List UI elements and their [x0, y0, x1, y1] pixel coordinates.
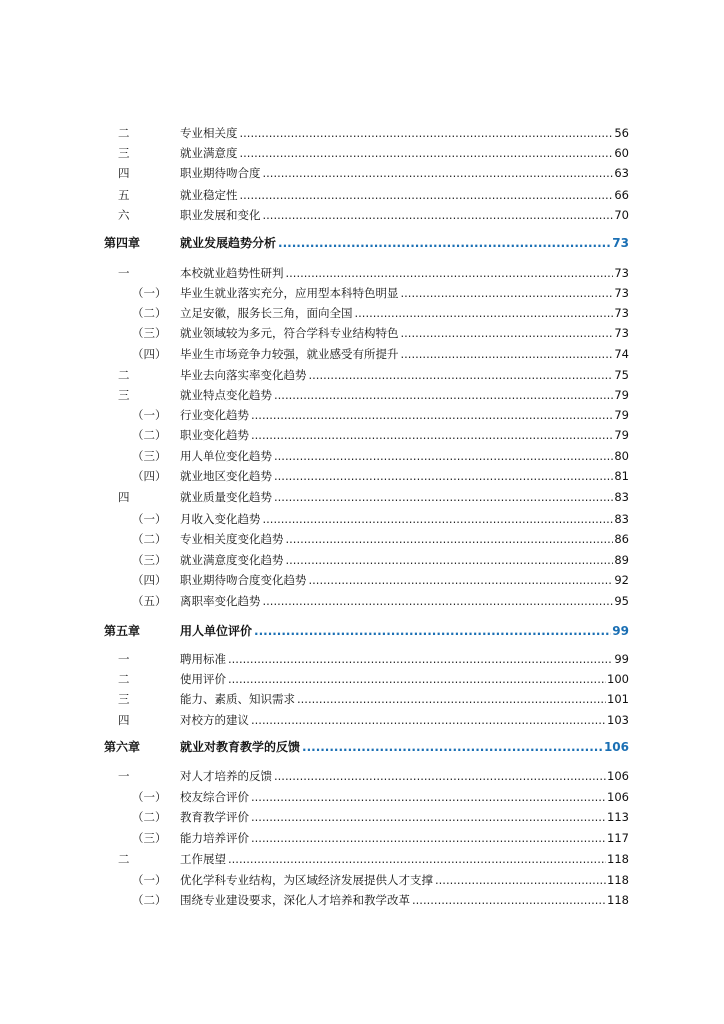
toc-page-number: 73 — [614, 326, 629, 340]
toc-page-number: 73 — [614, 286, 629, 300]
toc-entry[interactable] — [180, 551, 629, 569]
toc-title: 围绕专业建设要求，深化人才培养和教学改革 — [180, 893, 410, 907]
toc-page-number: 80 — [614, 449, 629, 463]
dot-leader — [302, 738, 603, 756]
toc-page-number: 101 — [607, 692, 629, 706]
toc-title: 就业特点变化趋势 — [180, 388, 272, 402]
toc-row[interactable] — [0, 767, 724, 785]
toc-entry[interactable] — [180, 366, 629, 384]
dot-leader — [251, 426, 613, 444]
toc-chapter-row[interactable] — [0, 622, 724, 640]
toc-title: 月收入变化趋势 — [180, 512, 261, 526]
dot-leader — [355, 304, 614, 322]
toc-title: 对人才培养的反馈 — [180, 769, 272, 783]
dot-leader — [251, 406, 613, 424]
toc-page-number: 74 — [614, 347, 629, 361]
toc-row[interactable] — [0, 206, 724, 224]
dot-leader — [286, 551, 614, 569]
toc-title: 对校方的建议 — [180, 713, 249, 727]
dot-leader — [251, 829, 606, 847]
toc-number: 五 — [118, 188, 130, 202]
toc-row[interactable] — [0, 829, 724, 847]
toc-page-number: 118 — [607, 893, 629, 907]
toc-entry[interactable] — [180, 829, 629, 847]
toc-row[interactable] — [0, 670, 724, 688]
toc-row[interactable] — [0, 345, 724, 363]
toc-title: 毕业生市场竞争力较强，就业感受有所提升 — [180, 347, 399, 361]
dot-leader — [286, 530, 614, 548]
toc-page-number: 56 — [614, 126, 629, 140]
dot-leader — [263, 206, 614, 224]
toc-chapter-row[interactable] — [0, 234, 724, 252]
toc-page-number: 75 — [614, 368, 629, 382]
toc-row[interactable] — [0, 788, 724, 806]
toc-number: 三 — [118, 146, 130, 160]
toc-row[interactable] — [0, 406, 724, 424]
toc-title: 毕业去向落实率变化趋势 — [180, 368, 307, 382]
toc-page-number: 70 — [614, 208, 629, 222]
toc-row[interactable] — [0, 711, 724, 729]
toc-number: （三） — [132, 553, 167, 567]
toc-entry[interactable] — [180, 891, 629, 909]
toc-number: （二） — [132, 428, 167, 442]
toc-title: 能力培养评价 — [180, 831, 249, 845]
toc-number: （四） — [132, 573, 167, 587]
toc-row[interactable] — [0, 447, 724, 465]
dot-leader — [309, 366, 614, 384]
toc-entry[interactable] — [180, 510, 629, 528]
toc-number: 六 — [118, 208, 130, 222]
toc-page-number: 63 — [614, 166, 629, 180]
toc-row[interactable] — [0, 324, 724, 342]
toc-number: 三 — [118, 692, 130, 706]
toc-row[interactable] — [0, 551, 724, 569]
toc-row[interactable] — [0, 650, 724, 668]
toc-entry[interactable] — [180, 592, 629, 610]
toc-title: 就业领域较为多元，符合学科专业结构特色 — [180, 326, 399, 340]
toc-row[interactable] — [0, 891, 724, 909]
toc-entry[interactable] — [180, 144, 629, 162]
toc-entry[interactable] — [180, 164, 629, 182]
toc-entry[interactable] — [180, 206, 629, 224]
toc-row[interactable] — [0, 284, 724, 302]
toc-page-number: 86 — [614, 532, 629, 546]
toc-row[interactable] — [0, 264, 724, 282]
dot-leader — [240, 186, 614, 204]
toc-entry[interactable] — [180, 690, 629, 708]
dot-leader — [240, 124, 614, 142]
toc-number: （二） — [132, 893, 167, 907]
toc-chapter-row[interactable] — [0, 738, 724, 756]
toc-number: （二） — [132, 810, 167, 824]
toc-entry[interactable] — [180, 234, 629, 252]
toc-entry[interactable] — [180, 264, 629, 282]
toc-entry[interactable] — [180, 808, 629, 826]
dot-leader — [228, 670, 606, 688]
dot-leader — [401, 345, 614, 363]
toc-page-number: 66 — [614, 188, 629, 202]
toc-number: 三 — [118, 388, 130, 402]
toc-title: 本校就业趋势性研判 — [180, 266, 284, 280]
toc-row[interactable] — [0, 571, 724, 589]
toc-title: 使用评价 — [180, 672, 226, 686]
toc-entry[interactable] — [180, 467, 629, 485]
toc-number: （一） — [132, 512, 167, 526]
toc-page-number: 100 — [607, 672, 629, 686]
toc-number: 二 — [118, 126, 130, 140]
toc-number: （三） — [132, 449, 167, 463]
toc-row[interactable] — [0, 808, 724, 826]
toc-number: 一 — [118, 652, 130, 666]
toc-title: 用人单位变化趋势 — [180, 449, 272, 463]
dot-leader — [274, 467, 613, 485]
dot-leader — [286, 264, 614, 282]
toc-page-number: 95 — [614, 594, 629, 608]
toc-row[interactable] — [0, 304, 724, 322]
toc-row[interactable] — [0, 124, 724, 142]
toc-page-number: 79 — [614, 428, 629, 442]
toc-title: 就业稳定性 — [180, 188, 238, 202]
dot-leader — [240, 144, 614, 162]
toc-entry[interactable] — [180, 304, 629, 322]
toc-number: （四） — [132, 347, 167, 361]
toc-title: 职业期待吻合度变化趋势 — [180, 573, 307, 587]
toc-number: （四） — [132, 469, 167, 483]
dot-leader — [254, 622, 611, 640]
toc-entry[interactable] — [180, 406, 629, 424]
toc-title: 工作展望 — [180, 852, 226, 866]
toc-entry[interactable] — [180, 345, 629, 363]
toc-page-number: 73 — [612, 236, 629, 250]
toc-page-number: 89 — [614, 553, 629, 567]
toc-row[interactable] — [0, 488, 724, 506]
toc-number: 一 — [118, 266, 130, 280]
toc-page-number: 92 — [614, 573, 629, 587]
toc-page-number: 73 — [614, 306, 629, 320]
toc-number: 第五章 — [104, 624, 141, 638]
toc-row[interactable] — [0, 871, 724, 889]
dot-leader — [274, 447, 613, 465]
dot-leader — [278, 234, 611, 252]
toc-title: 就业质量变化趋势 — [180, 490, 272, 504]
toc-page-number: 81 — [614, 469, 629, 483]
toc-number: （二） — [132, 306, 167, 320]
toc-page-number: 79 — [614, 388, 629, 402]
dot-leader — [263, 164, 614, 182]
toc-page-number: 113 — [607, 810, 629, 824]
toc-title: 就业发展趋势分析 — [180, 236, 277, 250]
dot-leader — [401, 284, 614, 302]
toc-page-number: 99 — [614, 652, 629, 666]
toc-number: 二 — [118, 672, 130, 686]
dot-leader — [274, 767, 606, 785]
toc-page-number: 60 — [614, 146, 629, 160]
toc-title: 专业相关度变化趋势 — [180, 532, 284, 546]
toc-entry[interactable] — [180, 670, 629, 688]
toc-entry[interactable] — [180, 447, 629, 465]
toc-number: （三） — [132, 831, 167, 845]
toc-number: 四 — [118, 490, 130, 504]
toc-page-number: 118 — [607, 873, 629, 887]
toc-entry[interactable] — [180, 850, 629, 868]
toc-title: 教育教学评价 — [180, 810, 249, 824]
dot-leader — [401, 324, 614, 342]
toc-entry[interactable] — [180, 324, 629, 342]
toc-number: （五） — [132, 594, 167, 608]
dot-leader — [251, 711, 606, 729]
toc-number: 四 — [118, 166, 130, 180]
toc-title: 专业相关度 — [180, 126, 238, 140]
dot-leader — [297, 690, 606, 708]
toc-entry[interactable] — [180, 767, 629, 785]
toc-row[interactable] — [0, 592, 724, 610]
toc-page-number: 103 — [607, 713, 629, 727]
toc-entry[interactable] — [180, 622, 629, 640]
dot-leader — [309, 571, 614, 589]
toc-page-number: 99 — [612, 624, 629, 638]
toc-entry[interactable] — [180, 871, 629, 889]
toc-title: 用人单位评价 — [180, 624, 253, 638]
toc-page-number: 83 — [614, 490, 629, 504]
toc-title: 就业对教育教学的反馈 — [180, 740, 301, 754]
toc-title: 职业期待吻合度 — [180, 166, 261, 180]
toc-entry[interactable] — [180, 284, 629, 302]
toc-page-number: 118 — [607, 852, 629, 866]
toc-page-number: 117 — [607, 831, 629, 845]
toc-title: 行业变化趋势 — [180, 408, 249, 422]
toc-title: 聘用标准 — [180, 652, 226, 666]
toc-title: 就业地区变化趋势 — [180, 469, 272, 483]
toc-entry[interactable] — [180, 711, 629, 729]
toc-entry[interactable] — [180, 788, 629, 806]
toc-number: （一） — [132, 873, 167, 887]
dot-leader — [251, 788, 606, 806]
toc-title: 离职率变化趋势 — [180, 594, 261, 608]
dot-leader — [435, 871, 606, 889]
toc-number: 四 — [118, 713, 130, 727]
toc-entry[interactable] — [180, 386, 629, 404]
toc-number: （三） — [132, 326, 167, 340]
dot-leader — [263, 592, 614, 610]
toc-page-number: 106 — [607, 790, 629, 804]
toc-row[interactable] — [0, 366, 724, 384]
toc-title: 校友综合评价 — [180, 790, 249, 804]
toc-title: 毕业生就业落实充分，应用型本科特色明显 — [180, 286, 399, 300]
toc-number: 二 — [118, 368, 130, 382]
dot-leader — [274, 488, 613, 506]
toc-number: 第四章 — [104, 236, 141, 250]
dot-leader — [274, 386, 613, 404]
toc-row[interactable] — [0, 386, 724, 404]
toc-row[interactable] — [0, 850, 724, 868]
toc-title: 职业变化趋势 — [180, 428, 249, 442]
toc-row[interactable] — [0, 186, 724, 204]
toc-page-number: 73 — [614, 266, 629, 280]
toc-row[interactable] — [0, 510, 724, 528]
dot-leader — [412, 891, 606, 909]
dot-leader — [228, 650, 613, 668]
toc-number: （一） — [132, 790, 167, 804]
toc-title: 立足安徽，服务长三角，面向全国 — [180, 306, 353, 320]
toc-row[interactable] — [0, 144, 724, 162]
toc-row[interactable] — [0, 530, 724, 548]
toc-entry[interactable] — [180, 530, 629, 548]
toc-entry[interactable] — [180, 186, 629, 204]
toc-entry[interactable] — [180, 738, 629, 756]
toc-title: 优化学科专业结构，为区域经济发展提供人才支撑 — [180, 873, 433, 887]
toc-row[interactable] — [0, 426, 724, 444]
toc-row[interactable] — [0, 467, 724, 485]
toc-entry[interactable] — [180, 124, 629, 142]
dot-leader — [263, 510, 614, 528]
toc-number: （一） — [132, 408, 167, 422]
toc-entry[interactable] — [180, 488, 629, 506]
toc-page-number: 79 — [614, 408, 629, 422]
toc-row[interactable] — [0, 690, 724, 708]
toc-entry[interactable] — [180, 426, 629, 444]
toc-page-number: 106 — [607, 769, 629, 783]
toc-number: 一 — [118, 769, 130, 783]
toc-row[interactable] — [0, 164, 724, 182]
dot-leader — [228, 850, 606, 868]
toc-title: 职业发展和变化 — [180, 208, 261, 222]
toc-title: 就业满意度 — [180, 146, 238, 160]
toc-number: 第六章 — [104, 740, 141, 754]
toc-title: 能力、素质、知识需求 — [180, 692, 295, 706]
dot-leader — [251, 808, 606, 826]
toc-number: 二 — [118, 852, 130, 866]
toc-number: （二） — [132, 532, 167, 546]
toc-number: （一） — [132, 286, 167, 300]
toc-entry[interactable] — [180, 650, 629, 668]
toc-page-number: 106 — [603, 740, 629, 754]
toc-entry[interactable] — [180, 571, 629, 589]
toc-page-number: 83 — [614, 512, 629, 526]
toc-title: 就业满意度变化趋势 — [180, 553, 284, 567]
